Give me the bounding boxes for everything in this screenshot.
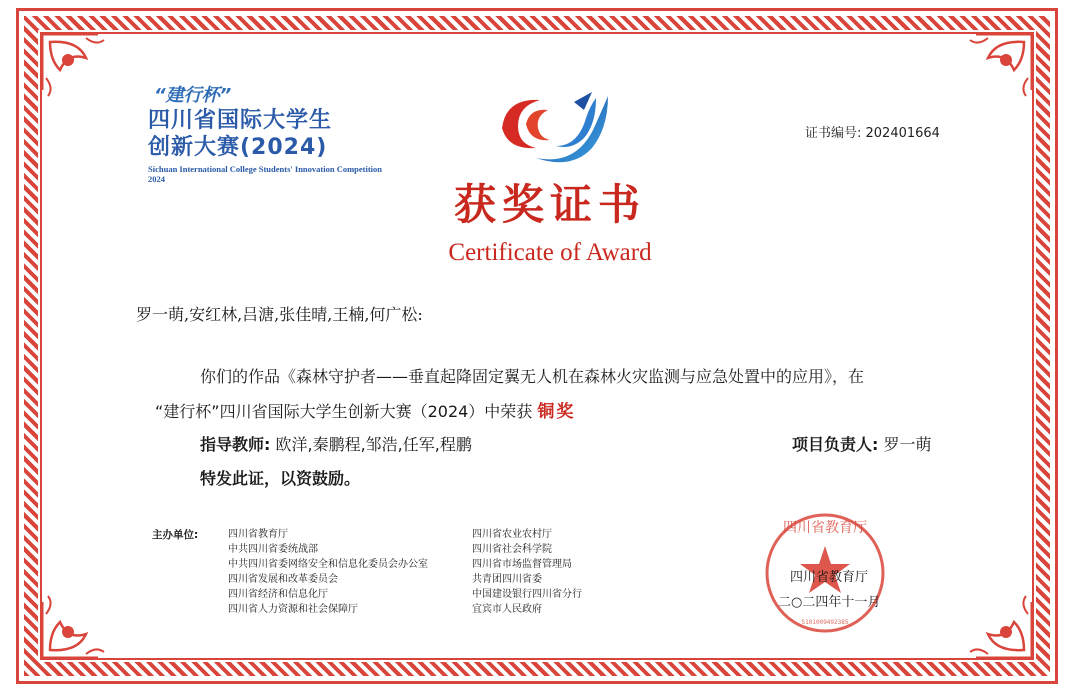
award-text-line2 [155, 397, 575, 422]
host-item: 四川省发展和改革委员会 [228, 574, 338, 585]
hosts-column-2 [472, 527, 582, 617]
host-item: 中共四川省委统战部 [228, 544, 318, 555]
host-item: 四川省农业农村厅 [472, 529, 552, 540]
certificate-number: 证书编号: 202401664 [805, 126, 940, 141]
issuer-name: 四川省教育厅 [790, 570, 869, 585]
certificate-title-en: Certificate of Award [448, 239, 652, 266]
host-item: 四川省社会科学院 [472, 544, 552, 555]
project-leader-name: 罗一萌 [883, 435, 932, 454]
award-text-line2-body: “建行杯”四川省国际大学生创新大赛（2024）中荣获 [155, 402, 533, 421]
recipients-list: 罗一萌,安红林,吕溏,张佳晴,王楠,何广松: [136, 305, 423, 324]
competition-logo [148, 85, 398, 184]
hosts-column-1 [228, 527, 428, 617]
host-item: 宜宾市人民政府 [472, 604, 542, 615]
corner-ornament-icon [38, 30, 124, 116]
host-item: 中共四川省委网络安全和信息化委员会办公室 [228, 559, 428, 570]
advisors [200, 432, 472, 455]
seal-text: 四川省教育厅 [783, 520, 867, 536]
host-item: 四川省人力资源和社会保障厅 [228, 604, 358, 615]
competition-title-line2: 创新大赛(2024) [148, 135, 328, 160]
host-item: 四川省教育厅 [228, 529, 288, 540]
closing-statement: 特发此证，以资鼓励。 [200, 469, 361, 488]
competition-english-name: Sichuan International College Students' Innovation Competition 2024 [148, 164, 383, 184]
host-item: 四川省经济和信息化厅 [228, 589, 328, 600]
competition-title-line1: 四川省国际大学生 [148, 108, 333, 133]
competition-emblem-icon [496, 88, 616, 170]
certificate-title-cn: 获奖证书 [453, 180, 646, 229]
advisors-label: 指导教师: [200, 435, 271, 454]
issue-date: 二○二四年十一月 [778, 595, 881, 610]
project-leader [792, 432, 932, 455]
corner-ornament-icon [950, 30, 1036, 116]
award-level: 铜奖 [537, 402, 576, 422]
corner-ornament-icon [950, 576, 1036, 662]
competition-sponsor-tag: “建行杯” [154, 85, 232, 106]
host-item: 中国建设银行四川省分行 [472, 589, 582, 600]
hosts-label: 主办单位: [152, 529, 199, 541]
corner-ornament-icon [38, 576, 124, 662]
seal-number: 5101009492385 [801, 619, 849, 626]
award-text-line1: 你们的作品《森林守护者——垂直起降固定翼无人机在森林火灾监测与应急处置中的应用》，在 [200, 367, 865, 386]
project-leader-label: 项目负责人: [792, 435, 879, 454]
host-item: 四川省市场监督管理局 [472, 559, 572, 570]
advisors-names: 欧洋,秦鹏程,邹浩,任军,程鹏 [275, 435, 472, 454]
host-item: 共青团四川省委 [472, 574, 542, 585]
